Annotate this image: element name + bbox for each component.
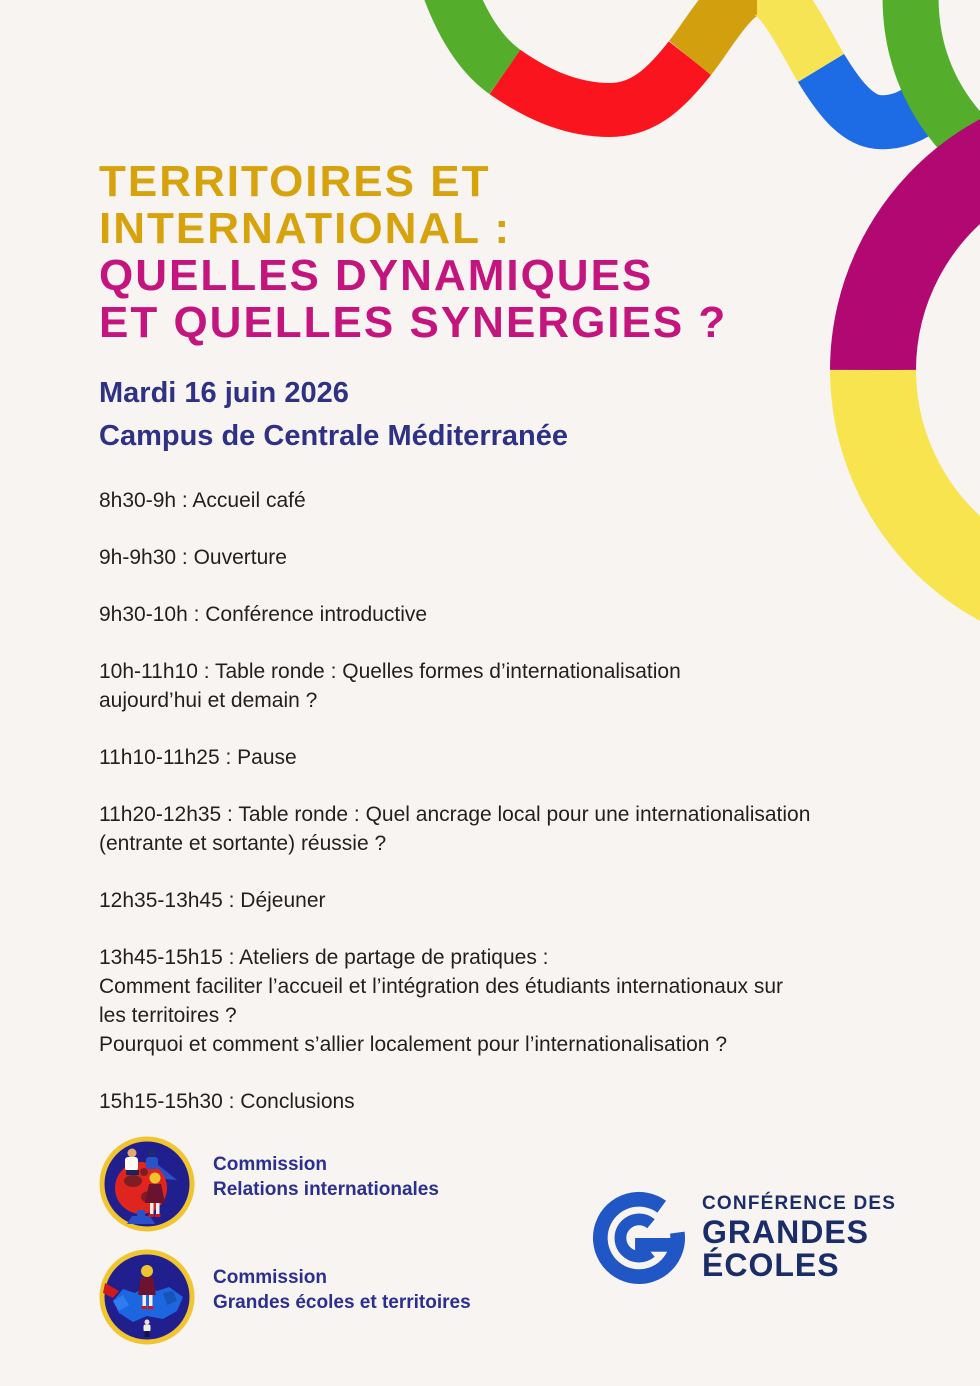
schedule-item [99, 1087, 909, 1116]
schedule-item [99, 886, 909, 915]
schedule-line: 12h35-13h45 : Déjeuner [99, 889, 326, 912]
cge-crossbar [635, 1238, 681, 1252]
schedule-line: 9h-9h30 : Ouverture [99, 546, 287, 569]
schedule-item [99, 943, 909, 1059]
event-venue: Campus de Centrale Méditerranée [99, 420, 568, 452]
commission-name: Grandes écoles et territoires [213, 1292, 471, 1313]
schedule-line: aujourd’hui et demain ? [99, 689, 318, 712]
schedule-line: 15h15-15h30 : Conclusions [99, 1090, 355, 1113]
schedule-line: (entrante et sortante) réussie ? [99, 832, 387, 855]
schedule-line: 9h30-10h : Conférence introductive [99, 603, 428, 626]
schedule-item [99, 543, 909, 572]
cge-logo-mark [592, 1191, 686, 1285]
schedule-list [99, 486, 909, 1144]
badge-relations-internationales-label [213, 1152, 439, 1202]
badge-grandes-ecoles-territoires-label [213, 1265, 471, 1315]
cge-text-line-1: CONFÉRENCE DES [702, 1193, 897, 1214]
schedule-item [99, 486, 909, 515]
schedule-line: Pourquoi et comment s’allier localement pour l’internationalisation ? [99, 1033, 728, 1056]
cge-text-line-3: ÉCOLES [702, 1247, 840, 1283]
schedule-line: les territoires ? [99, 1004, 237, 1027]
title-line-1: TERRITOIRES ET [99, 157, 491, 206]
title-line-4: ET QUELLES SYNERGIES ? [99, 298, 728, 347]
schedule-line: 10h-11h10 : Table ronde : Quelles formes d’internationalisation [99, 660, 681, 683]
badge-relations-internationales-logo [99, 1136, 195, 1232]
cge-logo-text [702, 1192, 896, 1282]
title-line-2: INTERNATIONAL : [99, 204, 512, 253]
schedule-line: 11h20-12h35 : Table ronde : Quel ancrage local pour une internationalisation [99, 803, 811, 826]
event-info [99, 372, 568, 458]
commission-name: Relations internationales [213, 1179, 439, 1200]
poster-title [99, 158, 727, 346]
badge-grandes-ecoles-territoires-logo [99, 1249, 195, 1345]
title-line-3: QUELLES DYNAMIQUES [99, 251, 654, 300]
schedule-item [99, 743, 909, 772]
schedule-item [99, 800, 909, 858]
schedule-item [99, 657, 909, 715]
schedule-line: 8h30-9h : Accueil café [99, 489, 306, 512]
cge-outer-c [600, 1199, 677, 1276]
schedule-line: 11h10-11h25 : Pause [99, 746, 297, 769]
schedule-item [99, 600, 909, 629]
cge-text-line-2: GRANDES [702, 1214, 870, 1250]
commission-label: Commission [213, 1154, 328, 1175]
commission-label: Commission [213, 1267, 328, 1288]
event-date: Mardi 16 juin 2026 [99, 377, 349, 409]
schedule-line: Comment faciliter l’accueil et l’intégration des étudiants internationaux sur [99, 975, 784, 998]
schedule-line: 13h45-15h15 : Ateliers de partage de pratiques : [99, 946, 549, 969]
